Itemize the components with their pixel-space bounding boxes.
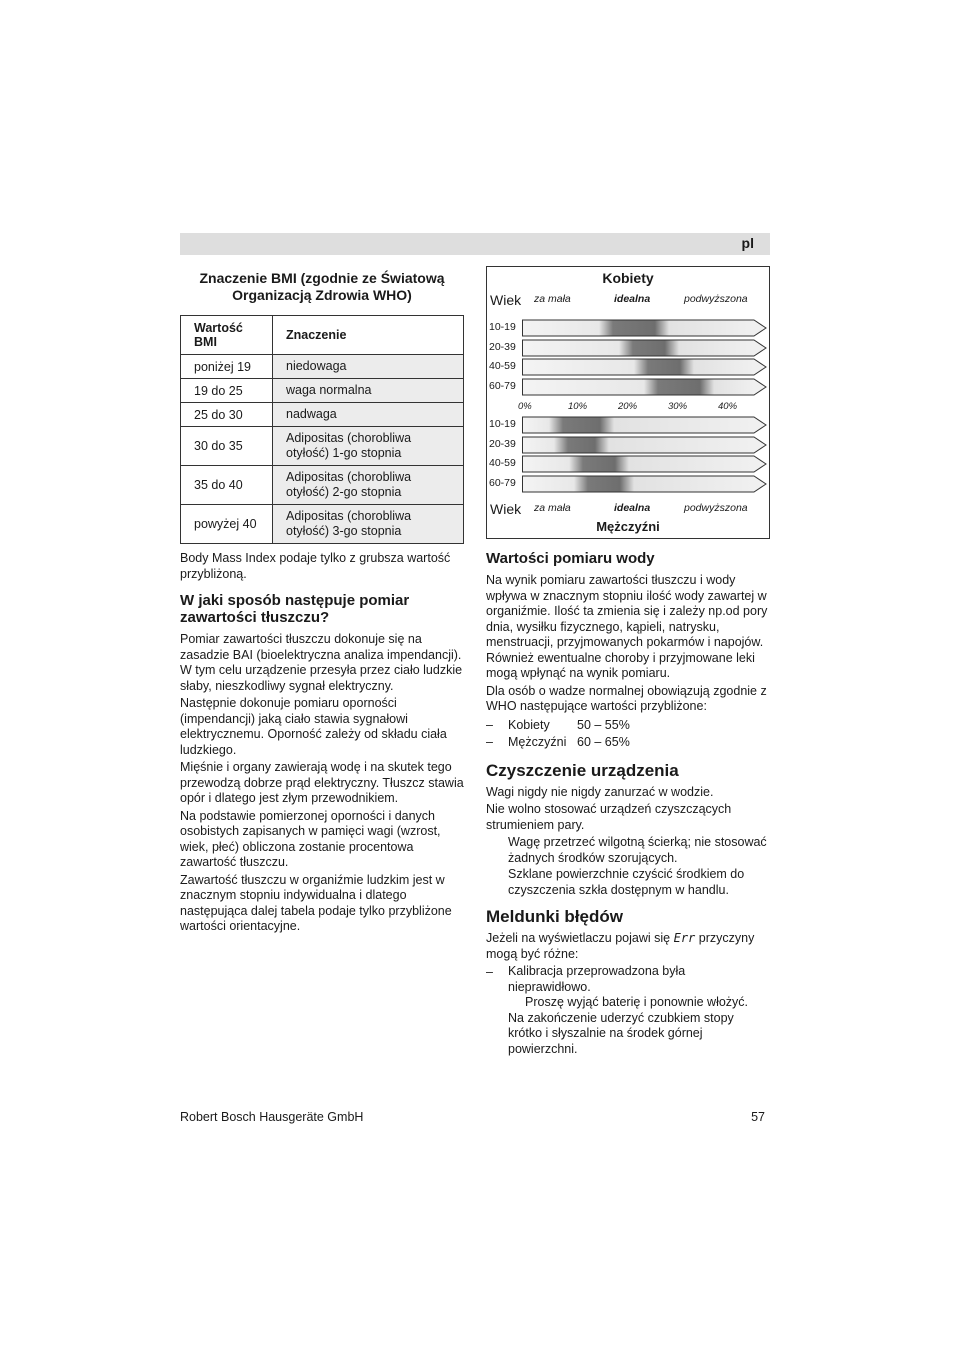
paragraph: Na zakończenie uderzyć czubkiem stopy krótko i słyszalnie na środek górnej powierzchni. [508, 1010, 734, 1056]
bmi-value: 35 do 40 [181, 466, 273, 505]
axis-label-top: Wiek [490, 292, 522, 308]
x-tick-label: 20% [618, 401, 638, 412]
errors-intro-end: przyczyny mogą być różne: [486, 931, 755, 961]
language-code: pl [741, 235, 754, 251]
chart-title-women: Kobiety [602, 270, 654, 286]
page-number: 57 [751, 1110, 765, 1124]
list-value: 50 – 55% [577, 717, 630, 732]
bmi-meaning: waga normalna [273, 379, 464, 403]
err-code: Err [673, 931, 696, 945]
fat-measure-heading: W jaki sposób następuje pomiar zawartości tłuszczu? [180, 592, 410, 626]
paragraph: Wagę przetrzeć wilgotną ścierką; nie stosować żadnych środków szorujących. [508, 835, 767, 865]
men-bar-shape [523, 476, 767, 492]
women-bar-shape [523, 359, 767, 375]
x-tick-label: 0% [518, 401, 532, 412]
paragraph: Zawartość tłuszczu w organiźmie ludzkim jest w znacznym stopniu indywidualna i dlatego następująca dalej tabela podaje tylko przybliżone wartości orientacyjne. [180, 872, 452, 933]
x-tick-label: 30% [668, 401, 688, 412]
men-bar [522, 455, 768, 473]
list-label: Mężczyźni [508, 734, 567, 749]
errors-heading: Meldunki błędów [486, 907, 623, 926]
zone-label-low: za mała [534, 502, 571, 514]
bmi-meaning: Adipositas (chorobliwa otyłość) 3-go stopnia [273, 505, 464, 544]
paragraph: Następnie dokonuje pomiaru oporności (impendancji) jaką ciało stawia sygnałowi elektrycznemu. Oporność zależy od składu ciała ludzkiego. [180, 696, 447, 757]
list-label: Kobiety [508, 717, 550, 732]
bmi-meaning: nadwaga [273, 403, 464, 427]
paragraph: Na wynik pomiaru zawartości tłuszczu i wody wpływa w znacznym stopniu ilość wody zawartej w organiźmie. Ilość ta zmienia się i zależy np.od pory dnia, wysiłku fizycznego, kąpieli, natrysku, menstruacji, przyjmowanych pokarmów i napojów. Również ewentualne choroby i przyjmowane leki mogą wpłynąć na wynik pomiaru. [486, 573, 768, 680]
chart-title-men: Mężczyźni [596, 519, 660, 534]
water-heading: Wartości pomiaru wody [486, 550, 655, 567]
table-row [181, 466, 464, 505]
paragraph [486, 931, 770, 962]
women-bar [522, 378, 768, 396]
paragraph: Nie wolno stosować urządzeń czyszczących strumieniem pary. [486, 802, 732, 832]
women-age-label: 60-79 [489, 379, 516, 392]
table-row [181, 379, 464, 403]
women-bar [522, 339, 768, 357]
x-tick-label: 10% [568, 401, 588, 412]
women-bar [522, 319, 768, 337]
zone-label-high: podwyższona [684, 502, 748, 514]
footer-company: Robert Bosch Hausgeräte GmbH [180, 1110, 364, 1124]
bmi-col-meaning-header: Znaczenie [273, 316, 464, 355]
bmi-meaning: niedowaga [273, 355, 464, 379]
women-bar [522, 358, 768, 376]
dash: – [486, 965, 493, 979]
bmi-col-value-header: Wartość BMI [181, 316, 273, 355]
table-row [181, 427, 464, 466]
right-column [486, 266, 770, 1058]
men-age-label: 60-79 [489, 476, 516, 489]
paragraph: Dla osób o wadze normalnej obowiązują zgodnie z WHO następujące wartości przybliżone: [486, 683, 767, 713]
zone-label-high: podwyższona [684, 293, 748, 305]
zone-label-low: za mała [534, 293, 571, 305]
bmi-value: poniżej 19 [181, 355, 273, 379]
paragraph: Mięśnie i organy zawierają wodę i na skutek tego przewodzą dobrze prąd elektryczny. Tłuszcz stawia opór i dlatego jest złym przewodnikiem. [180, 760, 464, 805]
list-item [486, 734, 770, 751]
paragraph: Na podstawie pomierzonej oporności i danych osobistych zapisanych w pamięci wagi (wzrost, wiek, płeć) obliczona zostanie procentowa zawartość tłuszczu. [180, 808, 441, 869]
men-bar-shape [523, 437, 767, 453]
bmi-note: Body Mass Index podaje tylko z grubsza wartość przybliżoną. [180, 551, 451, 581]
bmi-value: 19 do 25 [181, 379, 273, 403]
paragraph: Szklane powierzchnie czyścić środkiem do czyszczenia szkła dostępnym w handlu. [508, 867, 745, 897]
paragraph: Wagi nigdy nie nigdy zanurzać w wodzie. [486, 784, 714, 799]
men-bar [522, 475, 768, 493]
men-age-label: 10-19 [489, 418, 516, 430]
men-bar [522, 436, 768, 454]
bmi-value: powyżej 40 [181, 505, 273, 544]
list-item [486, 964, 770, 995]
list-value: 60 – 65% [577, 734, 630, 749]
table-row [181, 355, 464, 379]
bmi-table [180, 315, 464, 544]
errors-intro: Jeżeli na wyświetlaczu pojawi się [486, 931, 671, 945]
men-age-label: 40-59 [489, 457, 516, 469]
x-tick-label: 40% [718, 401, 738, 412]
women-bar-shape [523, 379, 767, 395]
men-bar [522, 416, 768, 434]
bmi-value: 30 do 35 [181, 427, 273, 466]
list-text: Kalibracja przeprowadzona była nieprawidłowo. [508, 964, 686, 994]
table-row [181, 505, 464, 544]
list-item [486, 717, 770, 734]
women-age-label: 20-39 [489, 340, 516, 353]
women-age-label: 10-19 [489, 321, 516, 333]
paragraph: Proszę wyjąć baterię i ponownie włożyć. [525, 995, 749, 1009]
bmi-value: 25 do 30 [181, 403, 273, 427]
zone-label-ideal: idealna [614, 293, 651, 305]
women-bar-shape [523, 340, 767, 356]
body-fat-chart [486, 266, 770, 539]
men-bar-shape [523, 417, 767, 433]
dash: – [486, 717, 493, 732]
paragraph: Pomiar zawartości tłuszczu dokonuje się na zasadzie BAI (bioelektryczna analiza impendancji). W tym celu urządzenie przesyła przez ciało ludzkie słaby, nieszkodliwy sygnał elektryczny. [180, 632, 463, 693]
header-band [180, 233, 770, 255]
women-age-label: 40-59 [489, 360, 516, 372]
zone-label-ideal: idealna [614, 502, 651, 514]
footer [180, 1110, 770, 1124]
bmi-meaning: Adipositas (chorobliwa otyłość) 1-go stopnia [273, 427, 464, 466]
table-row [181, 403, 464, 427]
men-age-label: 20-39 [489, 437, 516, 450]
bmi-meaning: Adipositas (chorobliwa otyłość) 2-go stopnia [273, 466, 464, 505]
axis-label-bottom: Wiek [490, 501, 522, 517]
men-bar-shape [523, 456, 767, 472]
cleaning-heading: Czyszczenie urządzenia [486, 760, 679, 780]
women-bar-shape [523, 320, 767, 336]
bmi-table-title: Znaczenie BMI (zgodnie ze Światową Organizacją Zdrowia WHO) [199, 270, 445, 303]
left-column [180, 270, 464, 937]
dash: – [486, 734, 493, 749]
